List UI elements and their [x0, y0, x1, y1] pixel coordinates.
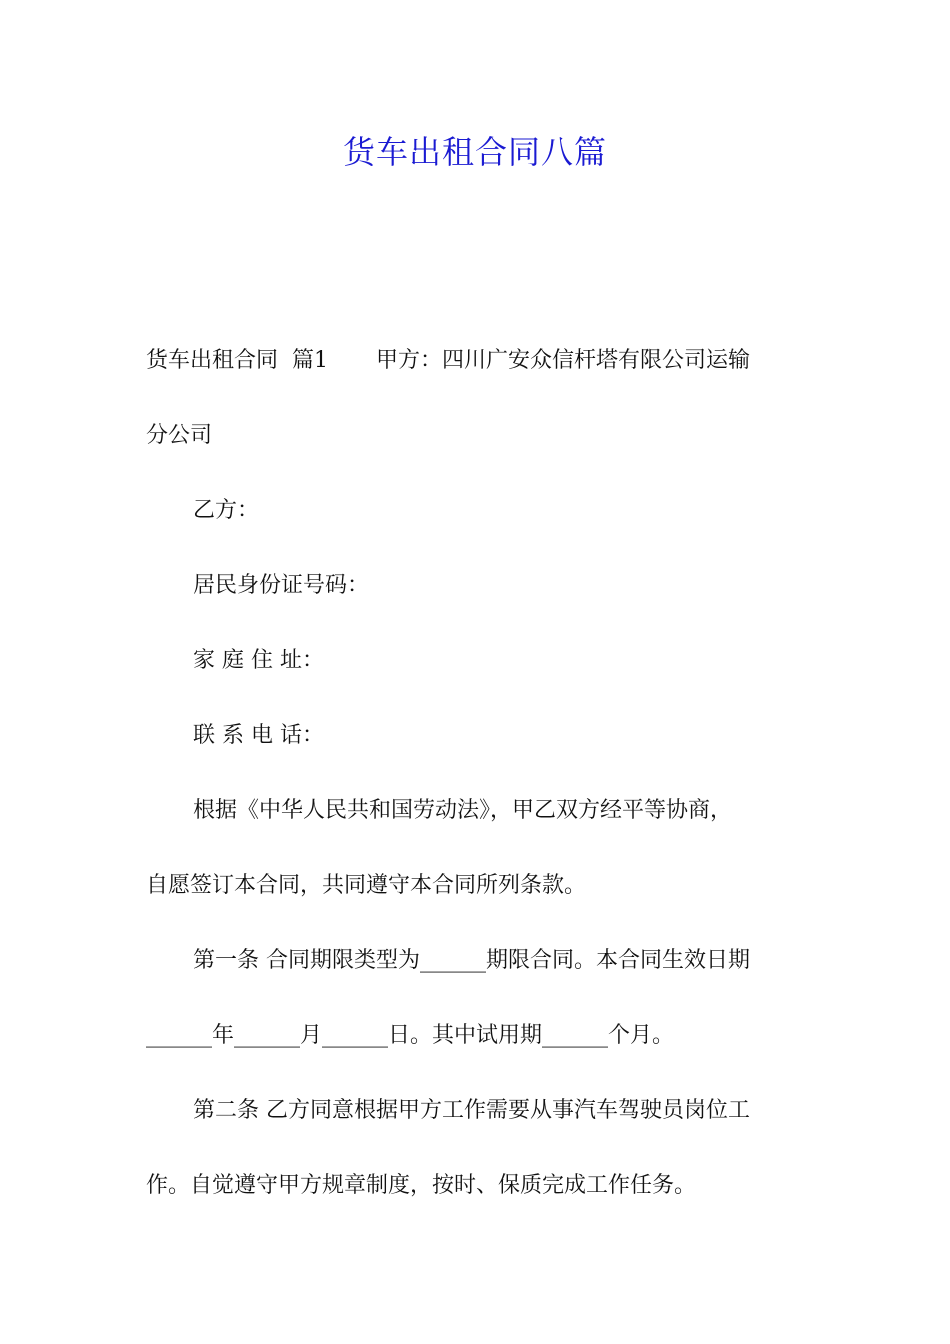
section-label: 货车出租合同 篇1 — [146, 348, 328, 373]
article1-line-1: 第一条 合同期限类型为______期限合同。本合同生效日期 — [193, 948, 750, 973]
preamble-line-2: 自愿签订本合同，共同遵守本合同所列条款。 — [146, 873, 587, 898]
party-a-start: 甲方：四川广安众信杆塔有限公司运输 — [375, 348, 750, 373]
preamble-line-1: 根据《中华人民共和国劳动法》，甲乙双方经平等协商， — [193, 798, 733, 823]
party-b-field: 乙方： — [193, 498, 260, 523]
document-body — [146, 323, 810, 1223]
home-address-field: 家 庭 住 址： — [193, 648, 324, 673]
heading-line — [146, 323, 810, 398]
document-title: 货车出租合同八篇 — [342, 133, 607, 171]
phone-field: 联 系 电 话： — [193, 723, 324, 748]
article2-line-1: 第二条 乙方同意根据甲方工作需要从事汽车驾驶员岗位工 — [193, 1098, 750, 1123]
article2-line-2: 作。自觉遵守甲方规章制度，按时、保质完成工作任务。 — [146, 1173, 697, 1198]
article1-line-2: ______年______月______日。其中试用期______个月。 — [146, 1023, 675, 1048]
party-a-continuation: 分公司 — [146, 423, 213, 448]
id-number-field: 居民身份证号码： — [193, 573, 370, 598]
